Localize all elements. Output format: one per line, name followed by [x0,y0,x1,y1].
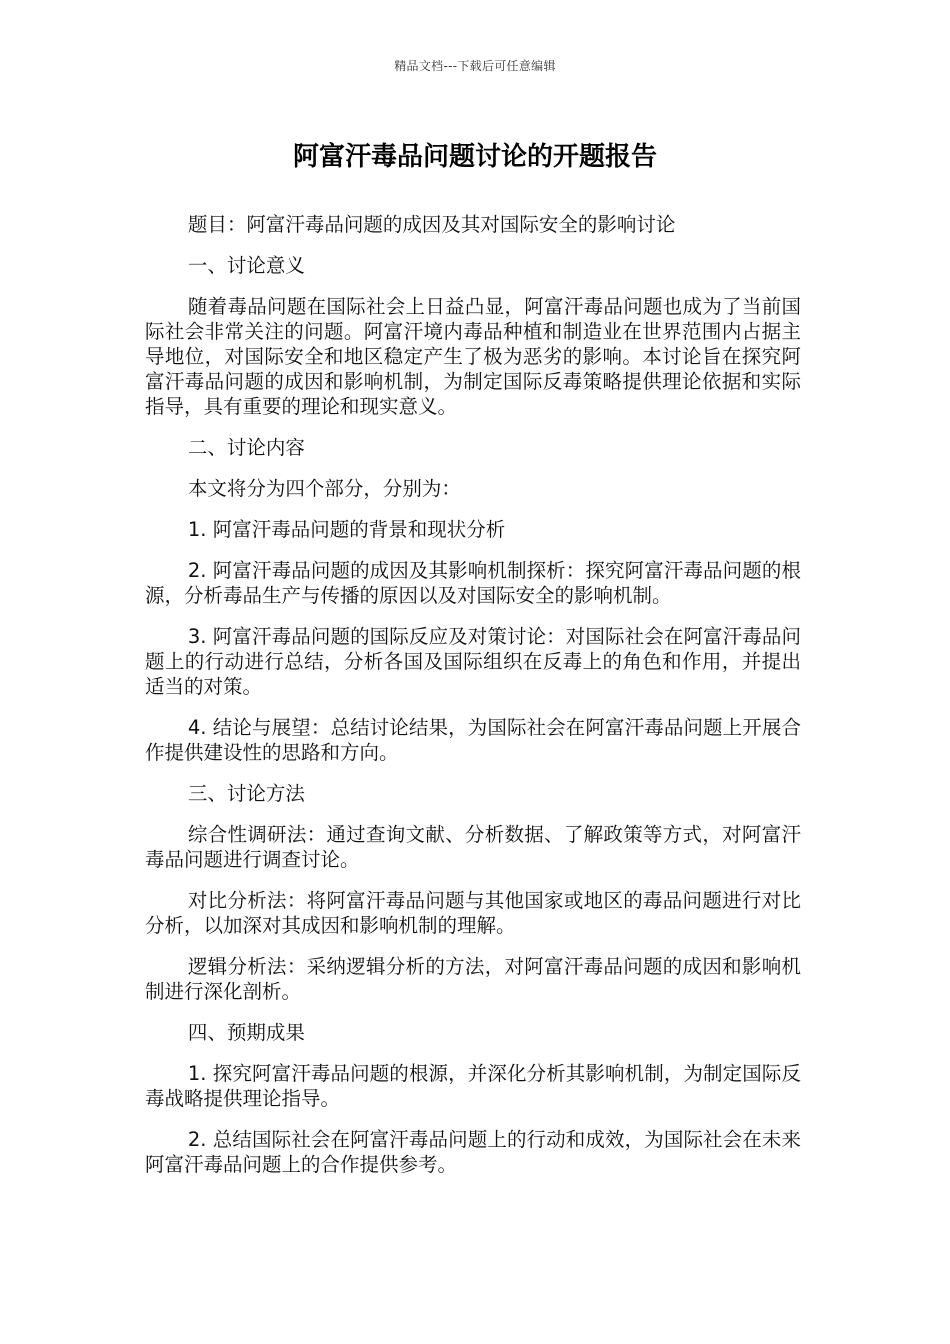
significance-paragraph: 随着毒品问题在国际社会上日益凸显，阿富汗毒品问题也成为了当前国际社会非常关注的问题。阿富汗境内毒品种植和制造业在世界范围内占据主导地位，对国际安全和地区稳定产生了极为恶劣的影响。本讨论旨在探究阿富汗毒品问题的成因和影响机制，为制定国际反毒策略提供理论依据和实际指导，具有重要的理论和现实意义。 [145,295,801,418]
content-item-1: 1. 阿富汗毒品问题的背景和现状分析 [187,518,506,541]
content-item-3: 3. 阿富汗毒品问题的国际反应及对策讨论：对国际社会在阿富汗毒品问题上的行动进行总结，分析各国及国际组织在反毒上的角色和作用，并提出适当的对策。 [145,625,801,698]
outcome-item-2: 2. 总结国际社会在阿富汗毒品问题上的行动和成效，为国际社会在未来阿富汗毒品问题上的合作提供参考。 [145,1128,801,1176]
topic-line: 题目：阿富汗毒品问题的成因及其对国际安全的影响讨论 [187,213,676,236]
method-comparative: 对比分析法：将阿富汗毒品问题与其他国家或地区的毒品问题进行对比分析，以加深对其成因和影响机制的理解。 [145,889,801,937]
page-header-note: 精品文档---下载后可任意编辑 [394,59,556,73]
section-heading-outcomes: 四、预期成果 [187,1021,305,1044]
section-heading-methods: 三、讨论方法 [187,782,305,805]
method-logical: 逻辑分析法：采纳逻辑分析的方法，对阿富汗毒品问题的成因和影响机制进行深化剖析。 [145,955,801,1003]
content-item-2: 2. 阿富汗毒品问题的成因及其影响机制探析：探究阿富汗毒品问题的根源，分析毒品生产与传播的原因以及对国际安全的影响机制。 [145,559,801,607]
outcome-item-1: 1. 探究阿富汗毒品问题的根源，并深化分析其影响机制，为制定国际反毒战略提供理论指导。 [145,1062,801,1110]
document-title: 阿富汗毒品问题讨论的开题报告 [292,142,657,172]
method-comprehensive: 综合性调研法：通过查询文献、分析数据、了解政策等方式，对阿富汗毒品问题进行调查讨论。 [145,823,801,871]
section-heading-content: 二、讨论内容 [187,436,305,459]
section-heading-significance: 一、讨论意义 [187,254,305,277]
content-intro: 本文将分为四个部分，分别为： [187,477,461,500]
content-item-4: 4. 结论与展望：总结讨论结果，为国际社会在阿富汗毒品问题上开展合作提供建设性的思路和方向。 [145,716,801,764]
document-body [145,212,801,1193]
